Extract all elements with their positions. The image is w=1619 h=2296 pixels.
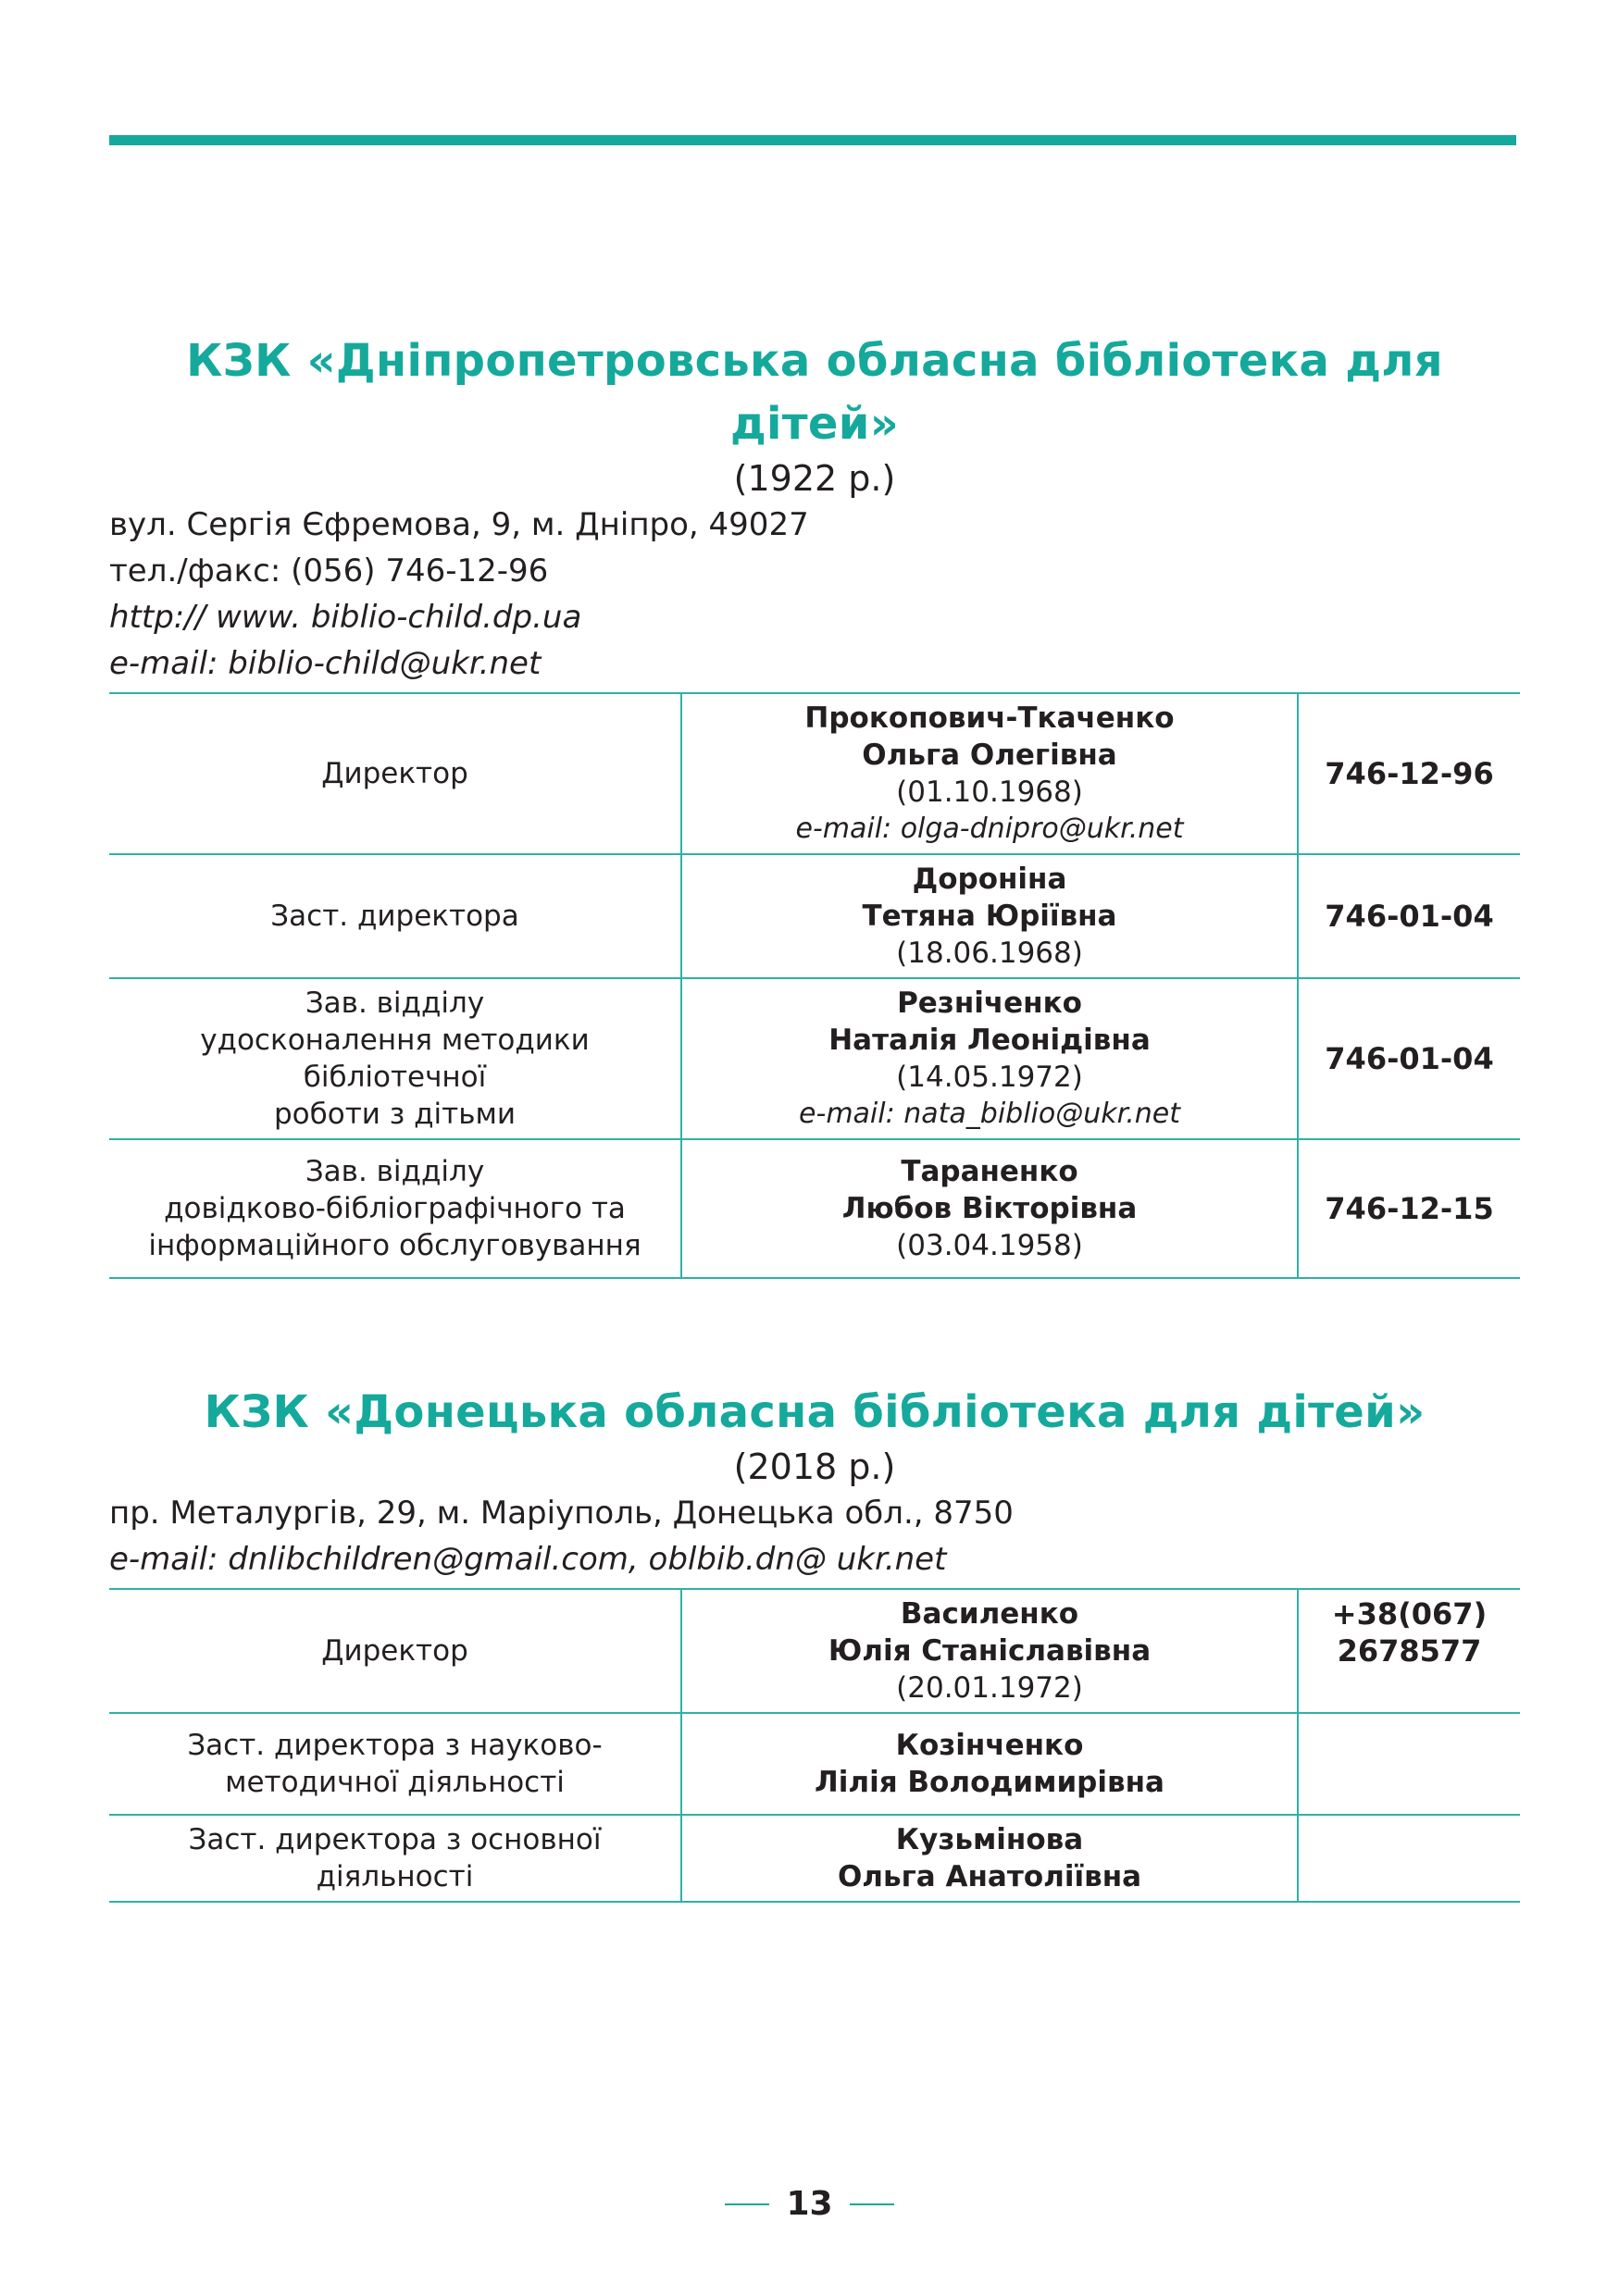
birth-date: (20.01.1972) — [896, 1671, 1083, 1705]
staff-table — [109, 692, 1520, 1279]
person-given-names: Ольга Олегівна — [862, 738, 1117, 772]
person-surname: Резніченко — [897, 987, 1082, 1020]
table-row — [109, 1589, 1520, 1713]
person-surname: Прокопович-Ткаченко — [804, 701, 1175, 735]
phone-cell: 746-01-04 — [1298, 854, 1520, 978]
person-surname: Козінченко — [895, 1729, 1084, 1762]
website-link[interactable]: http:// www. biblio-child.dp.ua — [109, 599, 582, 636]
phone-cell: 746-01-04 — [1298, 978, 1520, 1139]
position-cell: Зав. відділу довідково-бібліографічного та інформаційного обслуговування — [109, 1139, 681, 1278]
phone-fax: тел./факс: (056) 746-12-96 — [109, 552, 549, 590]
phone-cell: +38(067) 2678577 — [1298, 1589, 1520, 1713]
person-surname: Дороніна — [912, 863, 1067, 896]
person-email[interactable]: e-mail: olga-dnipro@ukr.net — [795, 813, 1184, 845]
email-link[interactable]: e-mail: biblio-child@ukr.net — [109, 645, 542, 682]
table-row — [109, 1139, 1520, 1278]
person-given-names: Любов Вікторівна — [841, 1192, 1138, 1225]
table-row — [109, 1713, 1520, 1815]
founded-year: (2018 р.) — [733, 1446, 896, 1487]
founded-year: (1922 р.) — [733, 458, 896, 499]
person-given-names: Наталія Леонідівна — [828, 1024, 1151, 1057]
position-cell: Заст. директора з основної діяльності — [109, 1815, 681, 1902]
person-cell — [681, 978, 1298, 1139]
phone-cell — [1298, 1713, 1520, 1815]
library-title: КЗК «Донецька обласна бібліотека для дітей» — [204, 1386, 1426, 1438]
staff-table — [109, 1588, 1520, 1903]
top-accent-rule — [109, 135, 1516, 145]
table-row — [109, 693, 1520, 854]
address: вул. Сергія Єфремова, 9, м. Дніпро, 49027 — [109, 506, 809, 543]
email-link[interactable]: e-mail: dnlibchildren@gmail.com, oblbib.dn@ ukr.net — [109, 1541, 947, 1578]
page-number — [0, 2186, 1619, 2223]
person-cell — [681, 1815, 1298, 1902]
library-section-donetsk — [109, 1381, 1520, 1903]
person-given-names: Тетяна Юріївна — [862, 900, 1117, 933]
position-cell: Зав. відділу удосконалення методики бібліотечної роботи з дітьми — [109, 978, 681, 1139]
person-cell — [681, 1589, 1298, 1713]
birth-date: (03.04.1958) — [896, 1229, 1083, 1262]
position-cell: Заст. директора — [109, 854, 681, 978]
birth-date: (18.06.1968) — [896, 937, 1083, 970]
phone-cell — [1298, 1815, 1520, 1902]
person-given-names: Юлія Станіславівна — [828, 1634, 1152, 1668]
person-surname: Тараненко — [901, 1155, 1078, 1188]
address: пр. Металургів, 29, м. Маріуполь, Донецька обл., 8750 — [109, 1495, 1014, 1532]
position-cell: Директор — [109, 693, 681, 854]
position-cell: Директор — [109, 1589, 681, 1713]
phone-cell: 746-12-15 — [1298, 1139, 1520, 1278]
table-row — [109, 1815, 1520, 1902]
person-surname: Василенко — [900, 1597, 1079, 1631]
phone-cell: 746-12-96 — [1298, 693, 1520, 854]
page-number-dash-left — [725, 2203, 769, 2205]
person-cell — [681, 693, 1298, 854]
birth-date: (01.10.1968) — [896, 776, 1083, 809]
birth-date: (14.05.1972) — [896, 1061, 1083, 1094]
page-number-dash-right — [850, 2203, 894, 2205]
person-cell — [681, 854, 1298, 978]
table-row — [109, 854, 1520, 978]
table-row — [109, 978, 1520, 1139]
person-cell — [681, 1139, 1298, 1278]
person-given-names: Ольга Анатоліївна — [837, 1860, 1142, 1893]
position-cell: Заст. директора з науково- методичної діяльності — [109, 1713, 681, 1815]
library-section-dnipro — [109, 329, 1520, 1279]
library-title: КЗК «Дніпропетровська обласна бібліотека для дітей» — [186, 335, 1443, 450]
person-given-names: Лілія Володимирівна — [815, 1766, 1164, 1799]
page-number-value: 13 — [786, 2185, 833, 2223]
person-email[interactable]: e-mail: nata_biblio@ukr.net — [799, 1098, 1180, 1130]
person-cell — [681, 1713, 1298, 1815]
person-surname: Кузьмінова — [895, 1823, 1084, 1856]
